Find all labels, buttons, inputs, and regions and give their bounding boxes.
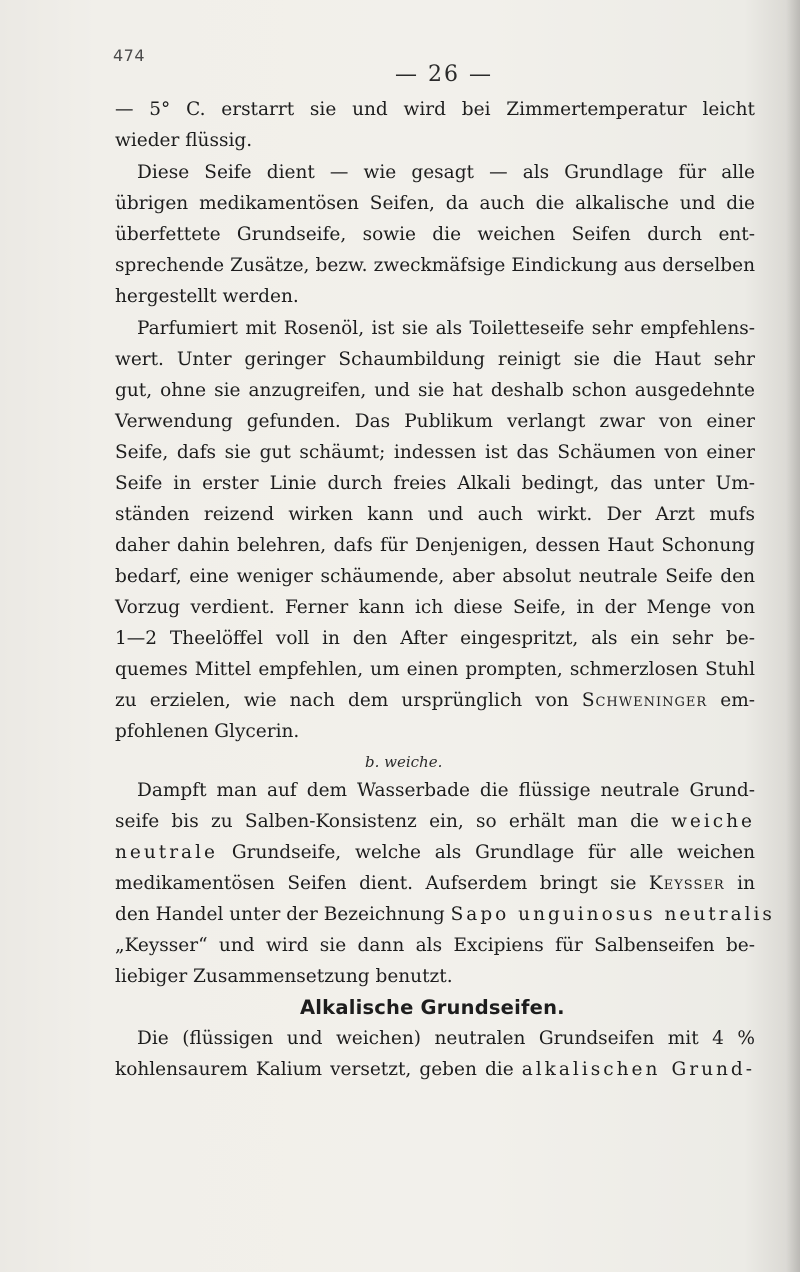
text-line: überfettete Grundseife, sowie die weichen Seifen durch ent- xyxy=(115,224,755,245)
text-span: in xyxy=(724,873,755,894)
text-line: gut, ohne sie anzugreifen, und sie hat deshalb schon ausgedehnte xyxy=(115,380,755,401)
text-span: em- xyxy=(707,690,755,711)
spaced-term-alkalischen: alkalischen Grund- xyxy=(521,1059,756,1080)
text-span: seife bis zu Salben-Konsistenz ein, so erhält man die xyxy=(115,811,672,832)
section-heading: Alkalische Grundseifen. xyxy=(300,996,565,1019)
text-line: Dampft man auf dem Wasserbade die flüssige neutrale Grund- xyxy=(137,780,755,801)
text-line xyxy=(115,841,755,865)
text-line xyxy=(115,1058,755,1082)
spaced-term-sapo: Sapo unguinosus neutralis xyxy=(450,904,775,925)
author-name-schweninger: Schweninger xyxy=(581,690,708,711)
text-line: Die (flüssigen und weichen) neutralen Grundseifen mit 4 % xyxy=(137,1028,755,1049)
text-line xyxy=(115,689,755,713)
text-line: bedarf, eine weniger schäumende, aber absolut neutrale Seife den xyxy=(115,566,755,587)
text-line: quemes Mittel empfehlen, um einen prompten, schmerzlosen Stuhl xyxy=(115,659,755,680)
text-line: ständen reizend wirken kann und auch wirkt. Der Arzt mufs xyxy=(115,504,755,525)
text-span: medikamentösen Seifen dient. Aufserdem bringt sie xyxy=(115,873,649,894)
text-span: Grundseife, welche als Grundlage für alle weichen xyxy=(217,842,755,863)
text-line: „Keysser“ und wird sie dann als Excipiens für Salbenseifen be- xyxy=(115,935,755,956)
text-line: übrigen medikamentösen Seifen, da auch die alkalische und die xyxy=(115,193,755,214)
page-number: — 26 — xyxy=(395,62,493,87)
text-line: hergestellt werden. xyxy=(115,286,299,307)
text-line: Vorzug verdient. Ferner kann ich diese Seife, in der Menge von xyxy=(115,597,755,618)
text-span: den Handel unter der Bezeichnung xyxy=(115,904,451,925)
text-line: — 5° C. erstarrt sie und wird bei Zimmertemperatur leicht xyxy=(115,99,755,120)
text-line: Parfumiert mit Rosenöl, ist sie als Toiletteseife sehr empfehlens- xyxy=(137,318,755,339)
subsection-heading: b. weiche. xyxy=(365,753,443,771)
text-line: Seife in erster Linie durch freies Alkali bedingt, das unter Um- xyxy=(115,473,755,494)
spaced-term-weiche: weiche xyxy=(671,811,755,832)
text-line xyxy=(115,872,755,896)
text-line: liebiger Zusammensetzung benutzt. xyxy=(115,966,453,987)
text-line: wieder flüssig. xyxy=(115,130,253,151)
text-line xyxy=(115,903,775,927)
author-name-keysser: Keysser xyxy=(648,873,725,894)
text-line: 1—2 Theelöffel voll in den After eingespritzt, als ein sehr be- xyxy=(115,628,755,649)
text-line: sprechende Zusätze, bezw. zweckmäfsige Eindickung aus derselben xyxy=(115,255,755,276)
text-line: pfohlenen Glycerin. xyxy=(115,721,300,742)
text-line: wert. Unter geringer Schaumbildung reinigt sie die Haut sehr xyxy=(115,349,755,370)
text-line xyxy=(115,810,755,834)
text-line: Diese Seife dient — wie gesagt — als Grundlage für alle xyxy=(137,162,755,183)
text-line: daher dahin belehren, dafs für Denjenigen, dessen Haut Schonung xyxy=(115,535,755,556)
spaced-term-neutrale: neutrale xyxy=(115,842,218,863)
text-line: Verwendung gefunden. Das Publikum verlangt zwar von einer xyxy=(115,411,755,432)
text-span: kohlensaurem Kalium versetzt, geben die xyxy=(115,1059,522,1080)
handwritten-page-number: 474 xyxy=(113,46,146,65)
text-line: Seife, dafs sie gut schäumt; indessen ist das Schäumen von einer xyxy=(115,442,755,463)
text-span: zu erzielen, wie nach dem ursprünglich von xyxy=(115,690,582,711)
